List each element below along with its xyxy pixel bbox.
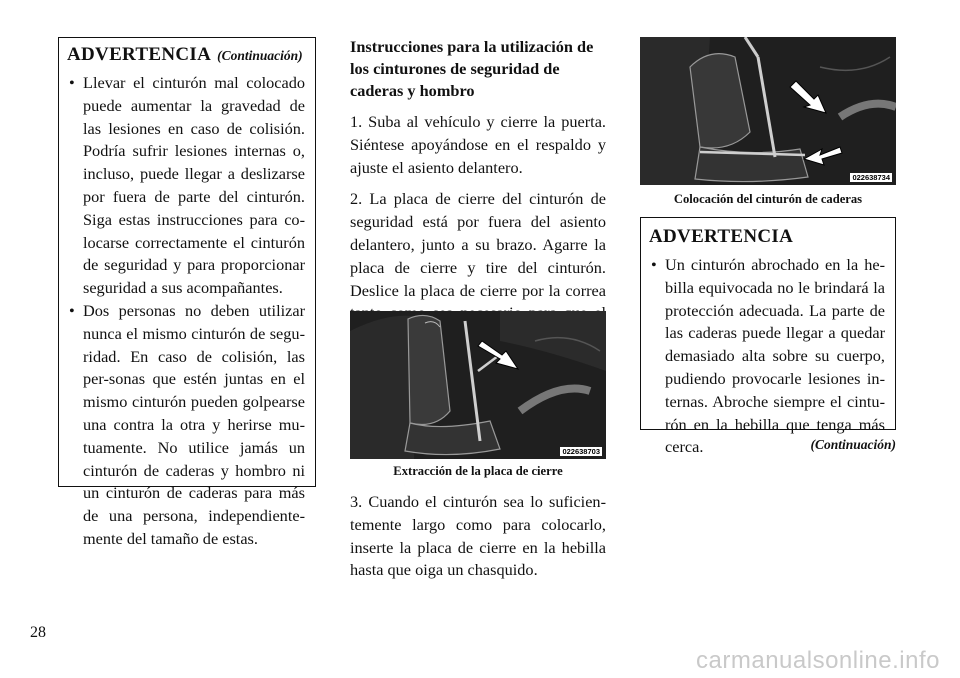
figure-lap-belt: [640, 37, 896, 185]
figure-code: 022638703: [562, 447, 600, 456]
figure-caption: Extracción de la placa de cierre: [393, 464, 563, 478]
figure-caption: Colocación del cinturón de caderas: [673, 192, 863, 206]
continued-label: (Continuación): [810, 437, 896, 452]
watermark: carmanualsonline.info: [696, 647, 940, 674]
warning-item: • Dos personas no deben utilizar nunca el mismo cinturón de segu-ridad. En caso de colisión, las per-sonas que estén juntas en el mismo cinturón pueden golpearse una contra la otra y herirse mu-tuamente. No utilice jamás un cinturón de caderas y hombro ni un cinturón de caderas para más de una persona, independiente-mente del tamaño de estas.: [67, 300, 305, 551]
warning-title: ADVERTENCIA: [649, 226, 794, 247]
warning-item: • Llevar el cinturón mal colocado puede aumentar la gravedad de las lesiones en caso de colisión. Podría sufrir lesiones internas o, incluso, puede llegar a deslizarse por fuera de parte del cinturón. Siga estas instrucciones para co-locarse correctamente el cinturón de seguridad y para proporcionar seguridad a sus acompañantes.: [67, 72, 305, 300]
warning-list: [67, 72, 305, 551]
page-number: 28: [30, 624, 46, 641]
warning-header: [67, 44, 305, 66]
instructions-column-bottom: [350, 491, 606, 582]
warning-continued-label: (Continuación): [217, 48, 303, 63]
section-heading: Instrucciones para la utilización de los cinturones de seguridad de caderas y hombro: [350, 37, 594, 100]
step-2: 2. La placa de cierre del cinturón de seguridad está por fuera del asiento delantero, junto a su brazo. Agarre la placa de cierre y tire del cinturón. Deslice la placa de cierre por la correa: [350, 189, 606, 300]
seat-illustration: [350, 311, 606, 459]
warning-list: [649, 254, 885, 459]
figure-latch-plate: [350, 311, 606, 459]
step-3: 3. Cuando el cinturón sea lo suficien-temente largo como para colocarlo, inserte la placa de cierre en la hebilla hasta que oiga un chasquido.: [350, 492, 606, 580]
instructions-column: [350, 36, 606, 348]
figure-code: 022638734: [852, 173, 890, 182]
seat-illustration: [640, 37, 896, 185]
warning-title: ADVERTENCIA: [67, 44, 212, 65]
step-1: 1. Suba al vehículo y cierre la puerta. Siéntese apoyándose en el respaldo y ajuste el asiento delantero.: [350, 112, 606, 177]
warning-box-left: [58, 37, 316, 548]
warning-item: • Un cinturón abrochado en la he-billa equivocada no le brindará la protección adecuada. La parte de las caderas puede llegar a quedar demasiado alta sobre su cuerpo, pudiendo provocarle lesiones in-ternas. Abroche siempre el cintu-rón en la hebilla que tenga más cerca.: [649, 254, 885, 459]
